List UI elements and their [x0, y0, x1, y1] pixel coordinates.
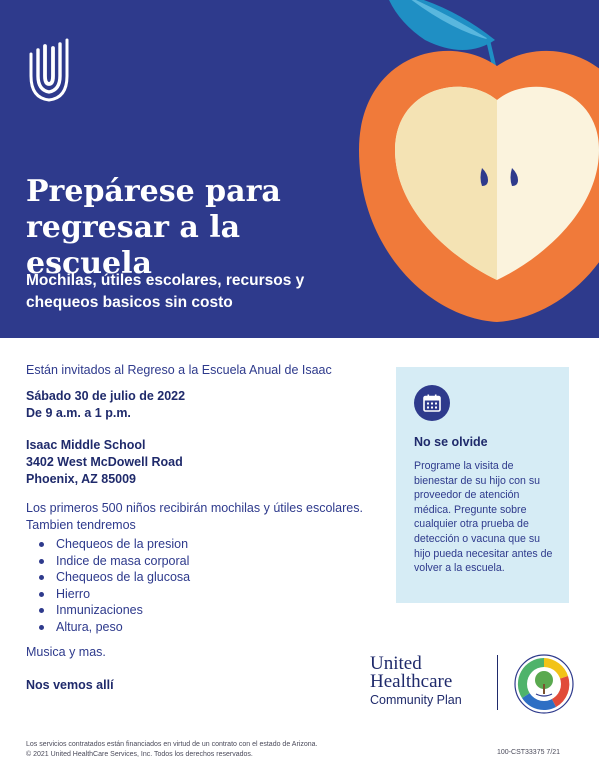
list-item: Chequeos de la presion [39, 536, 376, 553]
services-list [39, 536, 376, 636]
list-item: Chequeos de la glucosa [39, 569, 376, 586]
event-date-line: Sábado 30 de julio de 2022 [26, 389, 186, 403]
address-line-2: 3402 West McDowell Road [26, 455, 183, 469]
brand-divider [497, 655, 498, 710]
uhc-logo-icon [26, 32, 72, 106]
reminder-box [396, 367, 569, 603]
page-subtitle: Mochilas, útiles escolares, recursos y chequeos basicos sin costo [26, 272, 305, 311]
uhc-wordmark [370, 655, 490, 708]
calendar-icon [414, 385, 450, 421]
address-line-1: Isaac Middle School [26, 438, 146, 452]
list-item: Hierro [39, 586, 376, 603]
legal-line-1: Los servicios contratados están financiados en virtud de un contrato con el estado de Arizona. [26, 741, 318, 748]
brand-line-3: Community Plan [370, 693, 462, 707]
reminder-text: Programe la visita de bienestar de su hijo con su proveedor de atención médica. Pregunte sobre cualquier otra prueba de detección o vacuna que su hijo pueda necesitar antes de volver a la escuela. [414, 460, 553, 575]
document-code: 100-CST33375 7/21 [497, 749, 561, 756]
event-time-line: De 9 a.m. a 1 p.m. [26, 406, 131, 420]
closing-text: Nos vemos allí [26, 677, 114, 692]
legal-footer [26, 740, 446, 759]
hero-banner [0, 0, 599, 338]
event-address [26, 437, 376, 488]
reminder-title: No se olvide [414, 435, 488, 449]
legal-line-2: © 2021 United HealthCare Services, Inc. Todos los derechos reservados. [26, 750, 253, 758]
brand-line-2: Healthcare [370, 671, 453, 692]
event-details [26, 362, 376, 694]
brand-line-1: United [370, 653, 422, 674]
lead-text: Los primeros 500 niños recibirán mochilas y útiles escolares. Tambien tendremos [26, 501, 363, 532]
school-district-seal-icon [514, 654, 574, 714]
more-text: Musica y mas. [26, 644, 106, 659]
list-item: Altura, peso [39, 619, 376, 636]
list-item: Indice de masa corporal [39, 553, 376, 570]
event-date [26, 388, 376, 422]
invite-text: Están invitados al Regreso a la Escuela Anual de Isaac [26, 363, 332, 377]
list-item: Inmunizaciones [39, 602, 376, 619]
page-title: Prepárese para regresar a la escuela [26, 174, 281, 281]
address-line-3: Phoenix, AZ 85009 [26, 472, 136, 486]
apple-illustration-icon [355, 0, 599, 338]
